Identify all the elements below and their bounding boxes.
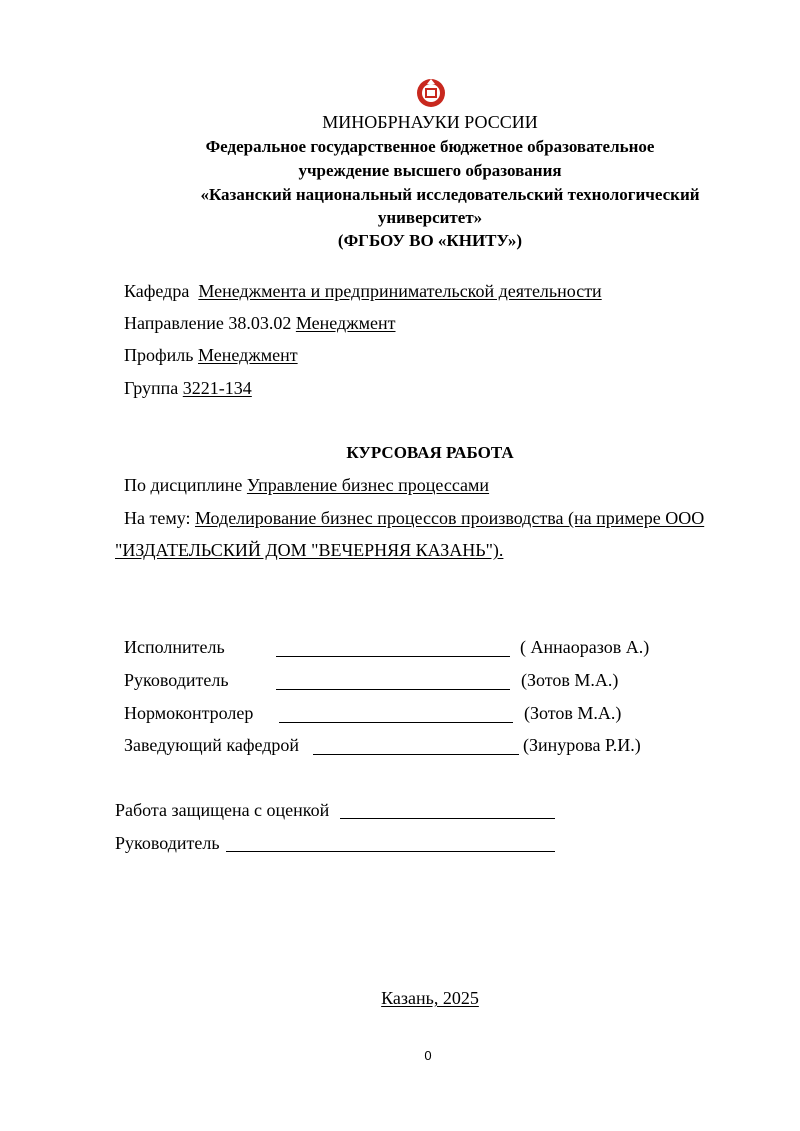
profile-label: Профиль [124,345,194,365]
head-label: Заведующий кафедрой [124,735,300,755]
direction-label: Направление 38.03.02 [124,313,292,333]
institution-line-1: Федеральное государственное бюджетное образовательное [205,137,655,156]
direction-row [124,313,396,334]
department-value: Менеджмента и предпринимательской деятельности [198,281,602,301]
ministry-name: МИНОБРНАУКИ РОССИИ [322,112,538,132]
university-line-1: «Казанский национальный исследовательский технологический [200,185,700,204]
university-abbreviation: (ФГБОУ ВО «КНИТУ») [337,231,523,250]
executor-name: ( Аннаоразов А.) [520,637,650,657]
group-value: 3221-134 [182,378,252,398]
group-label: Группа [124,378,179,398]
city-year: Казань, 2025 [381,988,479,1008]
normcontrol-label: Нормоконтролер [124,703,254,723]
university-emblem-icon [416,78,446,108]
topic-row-2 [115,540,503,561]
department-label: Кафедра [124,281,190,301]
supervisor-name: (Зотов М.А.) [521,670,619,690]
normcontrol-signature-line [279,722,513,723]
profile-value: Менеджмент [198,345,298,365]
work-title: КУРСОВАЯ РАБОТА [346,443,514,462]
direction-value: Менеджмент [295,313,396,333]
topic-value-line-2: "ИЗДАТЕЛЬСКИЙ ДОМ "ВЕЧЕРНЯЯ КАЗАНЬ"). [115,540,504,560]
supervisor-label: Руководитель [124,670,229,690]
university-line-2: университет» [377,208,483,227]
profile-row [124,345,298,366]
executor-label: Исполнитель [124,637,225,657]
institution-line-2: учреждение высшего образования [298,161,562,180]
supervisor-signature-line [276,689,510,690]
department-row [124,281,602,302]
discipline-label: По дисциплине [124,475,243,495]
grade-line [340,818,555,819]
topic-value-line-1: Моделирование бизнес процессов производства (на примере ООО [195,508,705,528]
page-number: 0 [424,1048,432,1063]
discipline-row [124,475,489,496]
head-signature-line [313,754,519,755]
grade-label: Работа защищена с оценкой [115,800,330,820]
defense-supervisor-label: Руководитель [115,833,220,853]
group-row [124,378,252,399]
discipline-value: Управление бизнес процессами [246,475,490,495]
normcontrol-name: (Зотов М.А.) [524,703,622,723]
topic-row [124,508,704,529]
head-name: (Зинурова Р.И.) [523,735,641,755]
defense-supervisor-line [226,851,555,852]
executor-signature-line [276,656,510,657]
topic-label: На тему: [124,508,191,528]
